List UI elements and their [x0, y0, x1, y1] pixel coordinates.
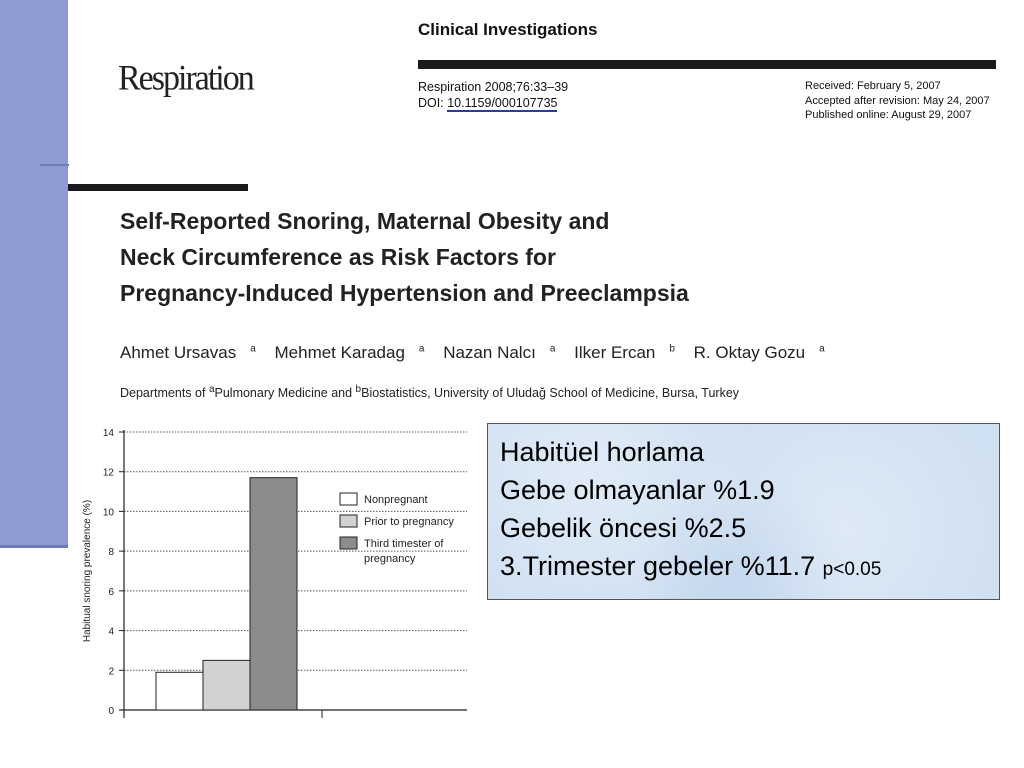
author-list — [120, 343, 839, 363]
citation-text: Respiration 2008;76:33–39 — [418, 80, 569, 94]
author — [694, 343, 825, 362]
author — [275, 343, 425, 362]
legend-swatch — [340, 493, 357, 505]
y-tick-label: 2 — [108, 666, 114, 678]
citation-block — [418, 79, 568, 111]
title-rule — [68, 184, 248, 191]
affiliation-dept-b: Biostatistics, University of Uludağ School of Medicine, Bursa, Turkey — [361, 386, 740, 401]
affiliation-dept-a: Pulmonary Medicine and — [214, 386, 356, 401]
y-tick-label: 12 — [102, 467, 114, 479]
sidebar-accent-line — [40, 164, 69, 166]
author-affiliation-mark: b — [669, 343, 675, 355]
author-name: Ahmet Ursavas — [120, 343, 237, 362]
author-name: Nazan Nalcı — [443, 343, 536, 362]
author-affiliation-mark: a — [250, 343, 256, 355]
author — [120, 343, 256, 362]
article-title — [120, 203, 689, 311]
summary-line — [500, 547, 987, 589]
summary-line-text: 3.Trimester gebeler %11.7 — [500, 551, 816, 581]
legend-swatch — [340, 515, 357, 527]
bar — [203, 660, 250, 710]
affiliation-mark-b: b — [355, 384, 362, 395]
legend-swatch — [340, 537, 357, 549]
legend-label: pregnancy — [364, 553, 416, 565]
y-tick-label: 14 — [102, 428, 114, 439]
y-tick-label: 10 — [102, 507, 114, 519]
bar — [250, 478, 297, 710]
header-rule — [418, 60, 996, 69]
affiliation-line — [120, 384, 739, 400]
journal-logo: Respiration — [118, 59, 253, 98]
summary-line: Gebelik öncesi %2.5 — [500, 513, 747, 543]
p-value: p<0.05 — [822, 559, 882, 580]
y-axis-label: Habitual snoring prevalence (%) — [82, 499, 93, 643]
doi-link[interactable]: 10.1159/000107735 — [447, 96, 558, 110]
affiliation-mark-a: a — [208, 384, 215, 395]
legend-label: Nonpregnant — [364, 494, 428, 506]
bar — [156, 672, 203, 710]
legend-label: Prior to pregnancy — [364, 516, 454, 528]
legend-label: Third timester of — [364, 538, 444, 550]
author-affiliation-mark: a — [549, 343, 556, 355]
title-line: Pregnancy-Induced Hypertension and Preeclampsia — [120, 280, 689, 306]
y-tick-label: 8 — [108, 547, 114, 559]
author — [443, 343, 555, 362]
section-heading: Clinical Investigations — [418, 20, 598, 39]
author-name: Mehmet Karadag — [274, 343, 405, 362]
author-affiliation-mark: a — [418, 343, 425, 355]
doi-line — [418, 95, 568, 111]
affiliation-prefix: Departments of — [120, 386, 209, 401]
summary-line: Habitüel horlama — [500, 437, 705, 467]
y-tick-label: 4 — [108, 626, 114, 638]
title-line: Neck Circumference as Risk Factors for — [120, 244, 556, 270]
summary-box — [487, 423, 1000, 600]
author-name: R. Oktay Gozu — [693, 343, 806, 362]
accepted-date: Accepted after revision: May 24, 2007 — [805, 94, 990, 107]
doi-label: DOI: — [418, 96, 444, 110]
y-tick-label: 0 — [108, 706, 114, 717]
author — [574, 343, 675, 362]
published-date: Published online: August 29, 2007 — [805, 109, 972, 121]
author-name: Ilker Ercan — [574, 343, 656, 362]
summary-line: Gebe olmayanlar %1.9 — [500, 475, 775, 505]
snoring-prevalence-chart — [72, 418, 477, 723]
title-line: Self-Reported Snoring, Maternal Obesity and — [120, 208, 610, 234]
received-date: Received: February 5, 2007 — [805, 80, 941, 92]
author-affiliation-mark: a — [819, 343, 825, 355]
slide-sidebar — [0, 0, 68, 548]
publication-dates — [805, 79, 990, 123]
y-tick-label: 6 — [108, 586, 114, 598]
